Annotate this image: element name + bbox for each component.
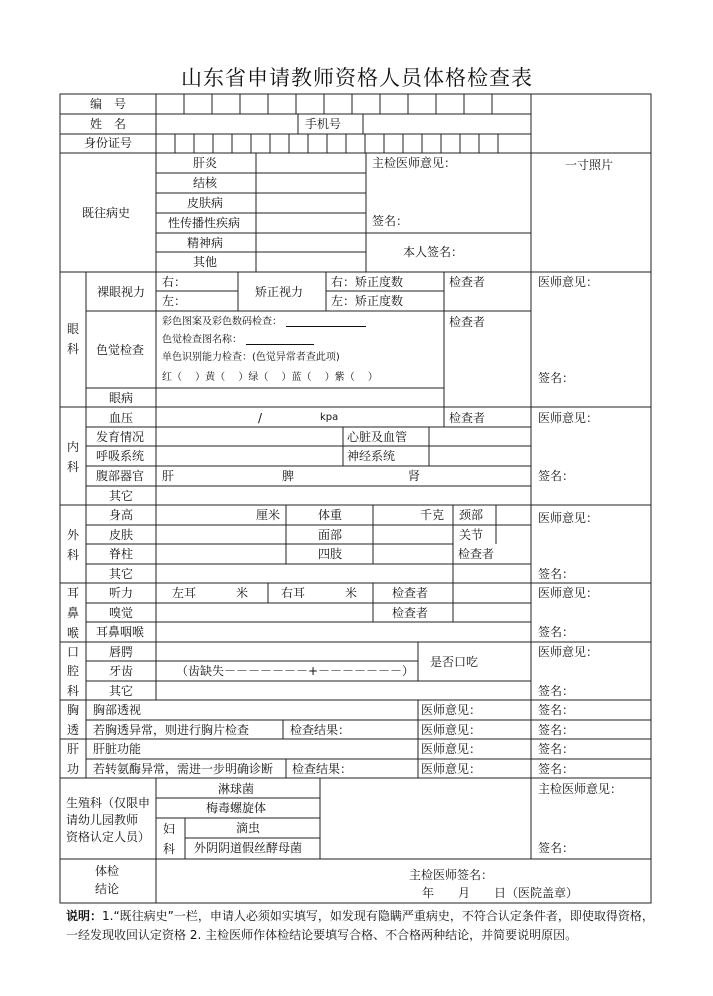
history-tuberculosis: 结核	[193, 176, 218, 190]
chest-doctor-opinion-1: 医师意见：	[421, 703, 482, 717]
vision-right: 右：	[162, 275, 187, 289]
gyn-char-1: 妇	[163, 822, 176, 836]
chest-film-note: 若胸透异常，则进行胸片检查	[93, 723, 250, 737]
weight-label: 体重	[318, 508, 343, 522]
surgery-doctor-opinion: 医师意见：	[538, 511, 599, 525]
surgery-signature: 签名：	[538, 567, 575, 581]
reproductive-label-2: 请幼儿园教师	[66, 813, 139, 827]
eye-section-char-2: 科	[67, 342, 80, 356]
single-color-test: 单色识别能力检查：(色觉异常者查此项)	[162, 352, 340, 363]
candida-label: 外阴阴道假丝酵母菌	[194, 841, 303, 855]
left-ear-label: 左耳	[172, 586, 197, 600]
ent-examiner-1: 检查者	[392, 586, 429, 600]
abdomen-label: 腹部器官	[96, 469, 145, 483]
photo-area-label: 一寸照片	[565, 158, 614, 172]
nervous-label: 神经系统	[347, 449, 396, 463]
internal-section-char-2: 科	[67, 460, 80, 474]
face-label: 面部	[318, 528, 343, 542]
surgery-section-char-1: 外	[67, 528, 80, 542]
label-name: 姓 名	[90, 117, 127, 131]
weight-unit: 千克	[420, 508, 445, 522]
internal-examiner: 检查者	[449, 411, 486, 425]
chest-section-char-1: 胸	[67, 703, 80, 717]
liver-transaminase-note: 若转氨酶异常，需进一步明确诊断	[93, 762, 274, 776]
ent-section-char-1: 耳	[67, 586, 80, 600]
oral-signature: 签名：	[538, 684, 575, 698]
corrected-right: 右：矫正度数	[331, 275, 404, 289]
liver-doctor-opinion-1: 医师意见：	[421, 742, 482, 756]
kidney-label: 肾	[408, 469, 421, 483]
respiratory-label: 呼吸系统	[96, 449, 145, 463]
history-other: 其他	[193, 255, 218, 269]
reproductive-chief-opinion: 主检医师意见：	[538, 782, 623, 796]
footnote	[66, 907, 661, 945]
liver-result-label: 检查结果：	[292, 762, 353, 776]
right-ear-unit: 米	[345, 586, 358, 600]
surgery-section-char-2: 科	[67, 548, 80, 562]
footnote-label: 说明：	[66, 909, 103, 923]
chest-result-label: 检查结果：	[290, 723, 351, 737]
liver-section-char-1: 肝	[67, 742, 80, 756]
internal-other-label: 其它	[109, 489, 134, 503]
chief-doctor-opinion: 主检医师意见：	[372, 156, 457, 170]
blank-line	[246, 334, 314, 345]
ent-examiner-2: 检查者	[392, 606, 429, 620]
left-ear-unit: 米	[236, 586, 249, 600]
bp-unit: kpa	[320, 412, 339, 423]
oral-section-char-3: 科	[67, 684, 80, 698]
form-title: 山东省申请教师资格人员体格检查表	[181, 66, 533, 90]
history-std: 性传播性疾病	[168, 216, 241, 230]
right-ear-label: 右耳	[281, 586, 306, 600]
eye-signature: 签名：	[538, 371, 575, 385]
syphilis-label: 梅毒螺旋体	[206, 801, 267, 815]
label-phone: 手机号	[305, 117, 342, 131]
neck-label: 颈部	[459, 508, 484, 522]
footnote-text: 1.“既往病史”一栏，申请人必须如实填写，如发现有隐瞒严重病史，不符合认定条件者，即使取得资格，一经发现收回认定资格 2. 主检医师作体检结论要填写合格、不合格两种结论，并简要说明原因。	[66, 909, 654, 942]
eye-examiner-2: 检查者	[449, 315, 486, 329]
skin-label: 皮肤	[109, 528, 134, 542]
corrected-vision-label: 矫正视力	[255, 285, 304, 299]
color-options: 红（ ）黄（ ）绿（ ）蓝（ ）紫（ ）	[162, 372, 378, 383]
teeth-label: 牙齿	[109, 664, 134, 678]
label-number: 编 号	[90, 97, 127, 111]
chest-signature-1: 签名：	[538, 703, 575, 717]
gyn-char-2: 科	[163, 842, 176, 856]
reproductive-label-3: 资格认定人员）	[66, 830, 151, 844]
ent-disease-label: 耳鼻咽喉	[96, 625, 145, 639]
chief-doctor-signature: 主检医师签名：	[409, 868, 494, 882]
liver-signature-1: 签名：	[538, 742, 575, 756]
oral-section-char-1: 口	[67, 645, 80, 659]
chest-signature-2: 签名：	[538, 723, 575, 737]
oral-section-char-2: 腔	[67, 664, 80, 678]
color-pattern-test: 彩色图案及彩色数码检查：	[162, 316, 366, 329]
history-label: 既往病史	[82, 206, 131, 220]
ent-doctor-opinion: 医师意见：	[538, 586, 599, 600]
oral-other-label: 其它	[109, 684, 134, 698]
liver-label: 肝	[162, 469, 175, 483]
color-vision-label: 色觉检查	[96, 343, 145, 357]
trichomonas-label: 滴虫	[236, 821, 261, 835]
chest-doctor-opinion-2: 医师意见：	[421, 723, 482, 737]
history-skin: 皮肤病	[187, 196, 224, 210]
self-signature-label: 本人签名：	[403, 245, 464, 259]
eye-examiner-1: 检查者	[449, 275, 486, 289]
label-id-number: 身份证号	[84, 136, 133, 150]
reproductive-signature: 签名：	[538, 841, 575, 855]
teeth-missing-chart: （齿缺失－－－－－－－+－－－－－－－）	[176, 664, 415, 678]
oral-doctor-opinion: 医师意见：	[538, 645, 599, 659]
spleen-label: 脾	[282, 469, 295, 483]
height-label: 身高	[109, 508, 134, 522]
liver-function-label: 肝脏功能	[93, 742, 142, 756]
blood-pressure-label: 血压	[109, 411, 134, 425]
chest-xray-label: 胸部透视	[93, 703, 142, 717]
eye-doctor-opinion: 医师意见：	[538, 275, 599, 289]
internal-section-char-1: 内	[67, 440, 80, 454]
ent-signature: 签名：	[538, 625, 575, 639]
chest-section-char-2: 透	[67, 723, 80, 737]
conclusion-label-1: 体检	[95, 864, 120, 878]
liver-doctor-opinion-2: 医师意见：	[421, 762, 482, 776]
color-chart-name: 色觉检查图名称：	[162, 334, 314, 347]
eye-disease-label: 眼病	[109, 391, 134, 405]
development-label: 发育情况	[96, 430, 145, 444]
ent-section-char-2: 鼻	[67, 606, 80, 620]
blank-line	[286, 316, 366, 327]
internal-doctor-opinion: 医师意见：	[538, 411, 599, 425]
conclusion-label-2: 结论	[95, 882, 120, 896]
hearing-label: 听力	[109, 586, 134, 600]
gonorrhea-label: 淋球菌	[218, 782, 255, 796]
reproductive-label-1: 生殖科（仅限申	[66, 796, 151, 810]
spine-label: 脊柱	[109, 547, 134, 561]
liver-section-char-2: 功	[67, 762, 80, 776]
surgery-examiner: 检查者	[458, 547, 495, 561]
smell-label: 嗅觉	[109, 606, 134, 620]
surgery-other-label: 其它	[109, 567, 134, 581]
naked-vision-label: 裸眼视力	[97, 285, 146, 299]
history-mental: 精神病	[187, 236, 224, 250]
heart-vessel-label: 心脏及血管	[347, 430, 408, 444]
height-unit: 厘米	[256, 508, 281, 522]
bp-slash: /	[258, 411, 263, 425]
joints-label: 关节	[459, 528, 484, 542]
eye-section-char-1: 眼	[67, 322, 80, 336]
internal-signature: 签名：	[538, 469, 575, 483]
corrected-left: 左：矫正度数	[331, 294, 404, 308]
lips-label: 唇腭	[109, 645, 134, 659]
liver-signature-2: 签名：	[538, 762, 575, 776]
limbs-label: 四肢	[318, 547, 343, 561]
signature-label: 签名：	[372, 214, 409, 228]
history-hepatitis: 肝炎	[193, 156, 218, 170]
date-stamp-line: 年 月 日（医院盖章）	[422, 886, 579, 900]
vision-left: 左：	[162, 294, 187, 308]
stutter-label: 是否口吃	[430, 655, 479, 669]
ent-section-char-3: 喉	[67, 626, 80, 640]
